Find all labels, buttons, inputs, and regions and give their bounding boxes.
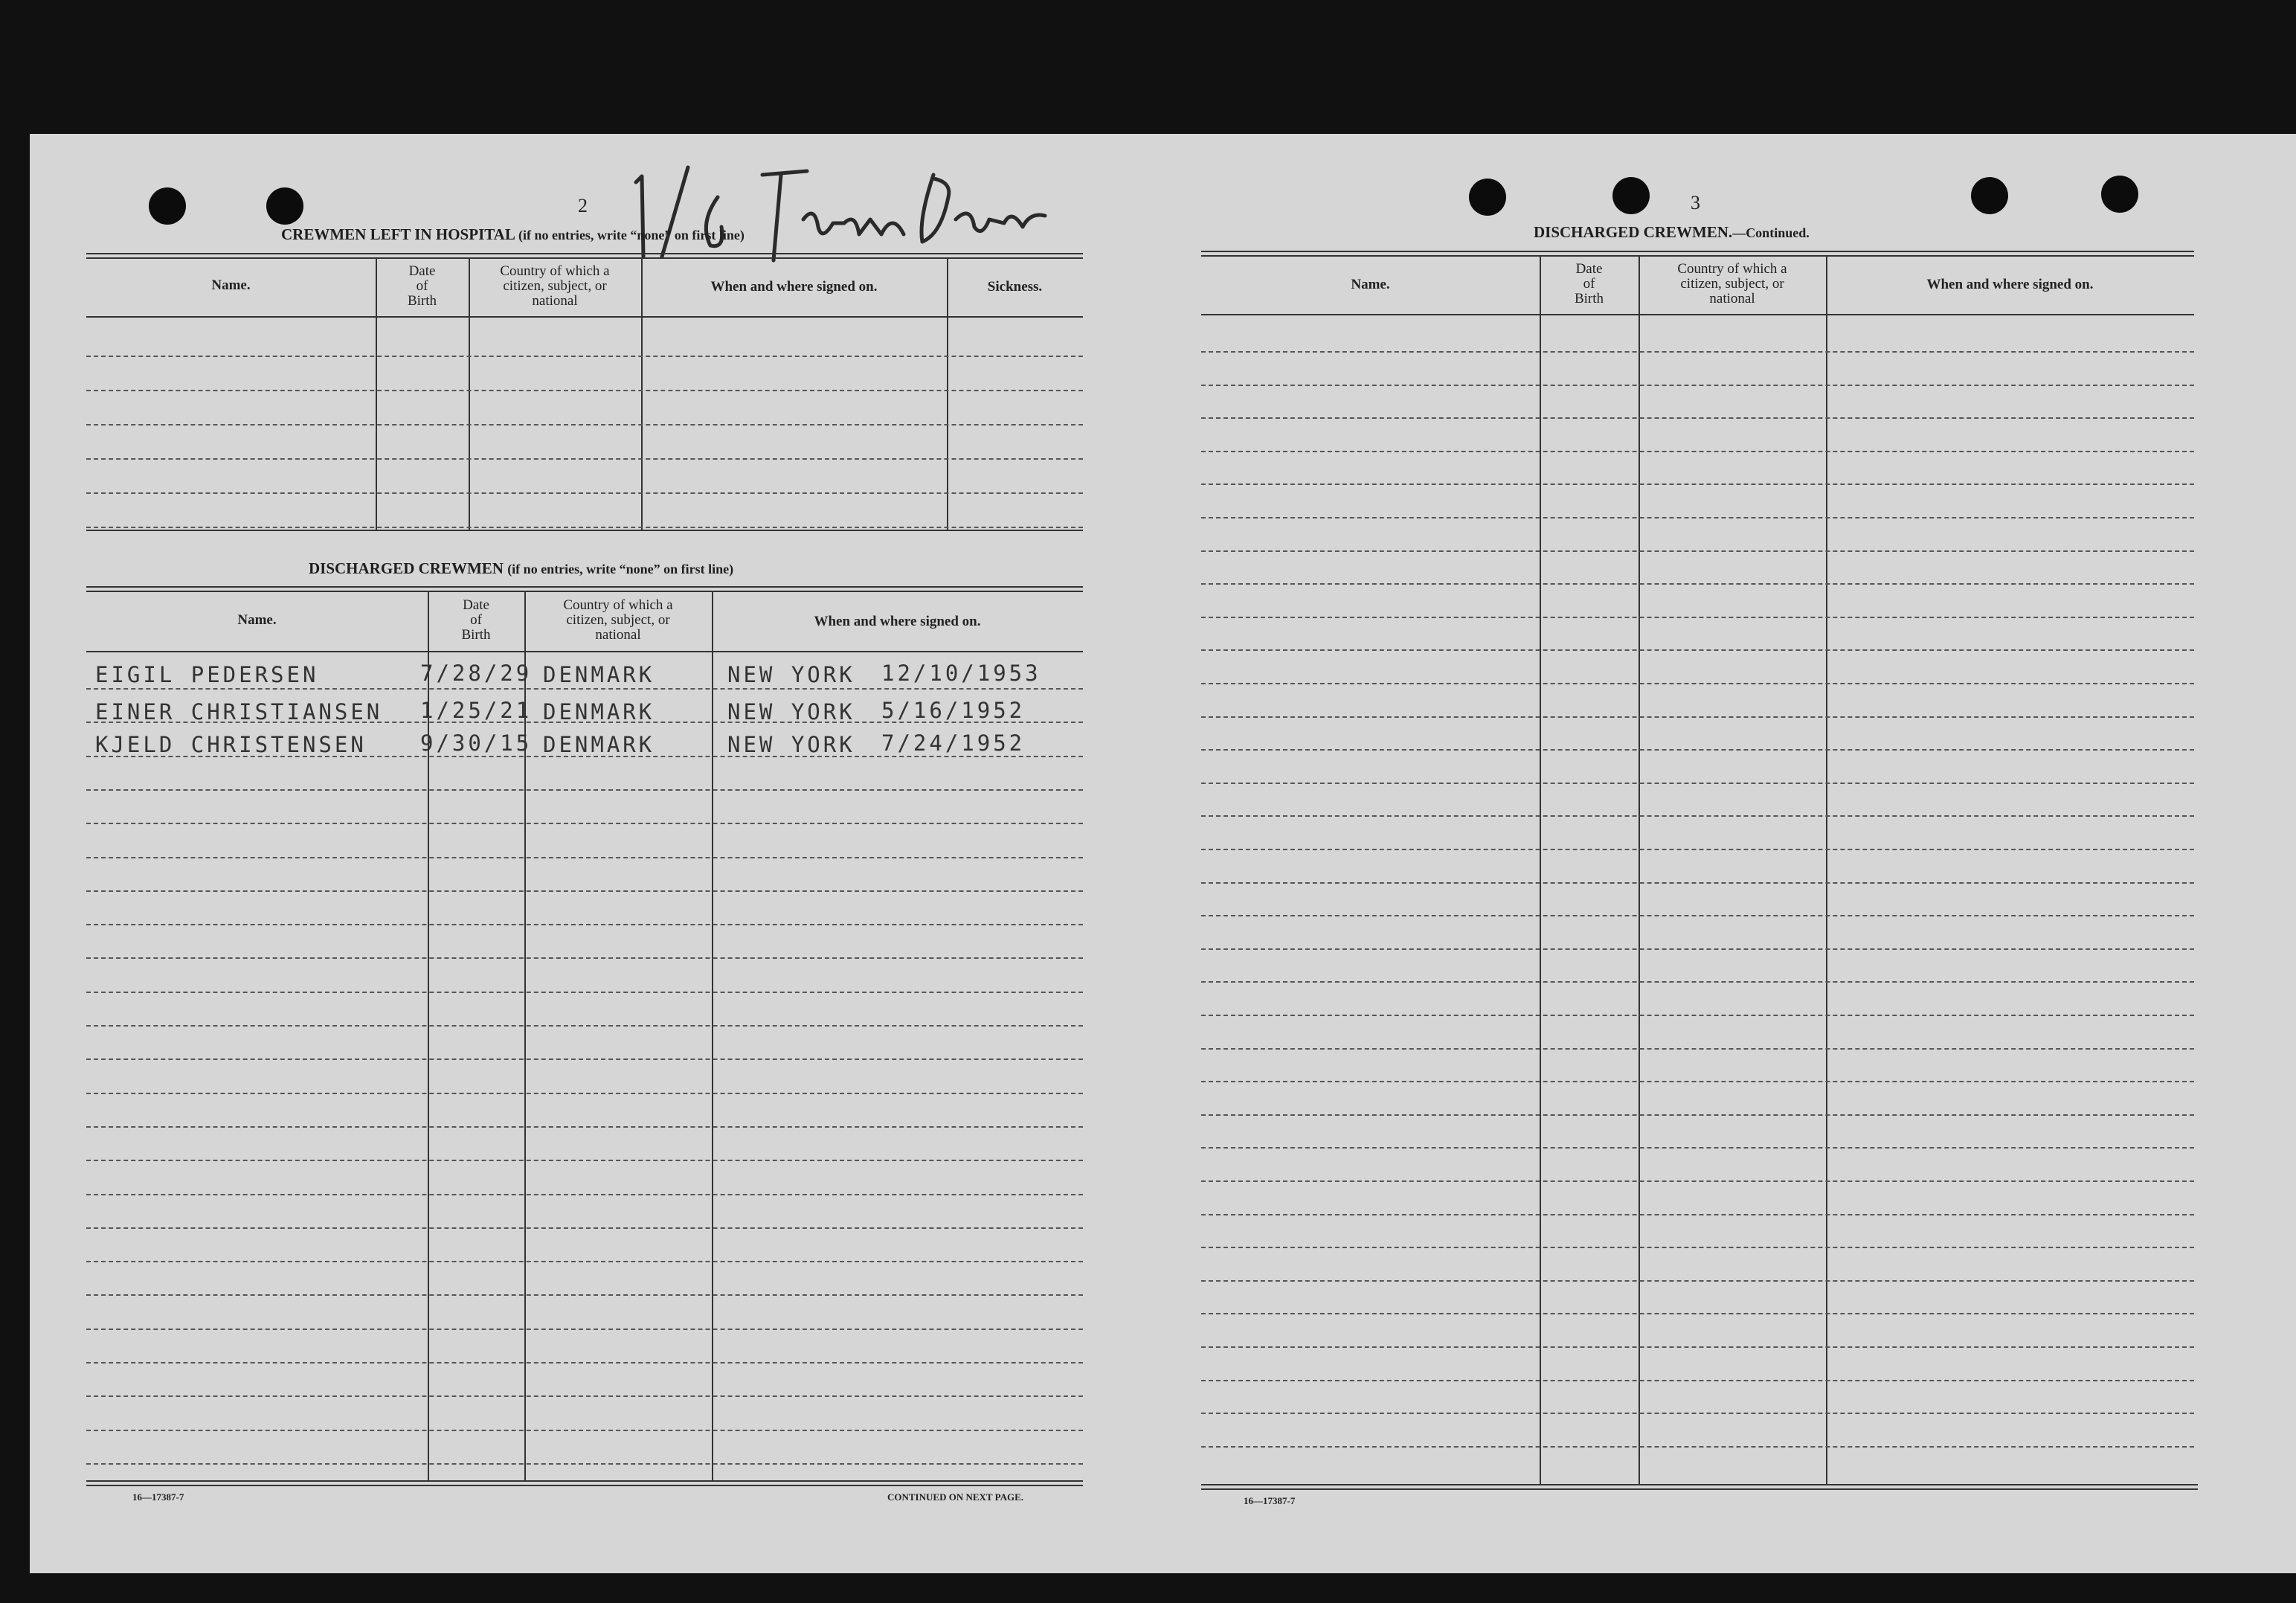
- hospital-header-rule: [86, 316, 1083, 318]
- header-sickness: Sickness.: [987, 279, 1043, 295]
- ruled-line: [86, 1294, 1083, 1296]
- hospital-table-bottom-rule: [86, 530, 1083, 531]
- punch-hole: [1612, 177, 1650, 214]
- page-number: 3: [1691, 192, 1700, 213]
- ruled-line: [1201, 783, 2194, 784]
- ruled-line: [86, 924, 1083, 925]
- ruled-line: [86, 1126, 1083, 1128]
- ruled-line: [1201, 583, 2194, 585]
- column-divider: [712, 591, 713, 1480]
- ruled-line: [1201, 683, 2194, 684]
- ruled-line: [1201, 1313, 2194, 1314]
- ruled-line: [86, 1160, 1083, 1161]
- punch-hole: [1971, 177, 2008, 214]
- ruled-line: [1201, 882, 2194, 884]
- ruled-line: [1201, 1247, 2194, 1248]
- ruled-line: [1201, 550, 2194, 552]
- punch-hole: [266, 187, 303, 225]
- punch-hole: [149, 187, 186, 225]
- ruled-line: [86, 1430, 1083, 1431]
- crew-signed-place: NEW YORK: [727, 732, 855, 757]
- discharged-continued-title: DISCHARGED CREWMEN.—Continued.: [1534, 223, 1810, 241]
- ruled-line: [86, 390, 1083, 391]
- ruled-line: [1201, 385, 2194, 386]
- ruled-line: [1201, 649, 2194, 651]
- ruled-line: [86, 1227, 1083, 1229]
- header-country: Country of which a citizen, subject, or national: [563, 597, 673, 643]
- ruled-line: [1201, 1214, 2194, 1215]
- crew-name: EIGIL PEDERSEN: [95, 662, 319, 687]
- form-number: 16—17387-7: [1244, 1495, 1296, 1506]
- ruled-line: [1201, 716, 2194, 718]
- column-divider: [428, 591, 429, 1480]
- crew-signed-date: 7/24/1952: [881, 730, 1026, 756]
- ruled-line: [86, 1261, 1083, 1262]
- header-name: Name.: [211, 277, 251, 293]
- ruled-line: [1201, 417, 2194, 419]
- ruled-line: [86, 890, 1083, 892]
- header-signed-on: When and where signed on.: [710, 279, 878, 295]
- ruled-line: [1201, 451, 2194, 452]
- ruled-line: [86, 458, 1083, 460]
- hospital-table-top-rule: [86, 253, 1083, 259]
- header-country: Country of which a citizen, subject, or national: [500, 263, 610, 309]
- ruled-line: [86, 957, 1083, 959]
- ruled-line: [1201, 749, 2194, 751]
- ruled-line: [1201, 1114, 2194, 1116]
- ruled-line: [86, 1463, 1083, 1465]
- manifest-document: [30, 134, 2296, 1573]
- ruled-line: [86, 527, 1083, 528]
- discharged-table-top-rule: [86, 586, 1083, 592]
- crew-signed-date: 5/16/1952: [881, 698, 1026, 723]
- crew-country: DENMARK: [543, 699, 655, 725]
- header-date-of-birth: Date of Birth: [461, 597, 491, 643]
- handwritten-annotation: [621, 152, 1052, 264]
- ruled-line: [86, 1395, 1083, 1397]
- header-date-of-birth: Date of Birth: [1574, 261, 1604, 306]
- punch-hole: [2101, 176, 2138, 213]
- ruled-line: [86, 1093, 1083, 1094]
- ruled-line: [86, 992, 1083, 993]
- ruled-line: [86, 1194, 1083, 1195]
- discharged-section-title: DISCHARGED CREWMEN (if no entries, write “none” on first line): [309, 559, 734, 577]
- crew-signed-date: 12/10/1953: [881, 661, 1041, 686]
- column-divider: [1540, 255, 1541, 1484]
- ruled-line: [1201, 1015, 2194, 1016]
- ruled-line: [86, 424, 1083, 425]
- crew-dob: 9/30/15: [420, 730, 533, 756]
- header-date-of-birth: Date of Birth: [407, 263, 437, 309]
- ruled-line: [1201, 517, 2194, 518]
- ruled-line: [1201, 484, 2194, 485]
- ruled-line: [86, 789, 1083, 791]
- crew-country: DENMARK: [543, 732, 655, 757]
- ruled-line: [1201, 351, 2194, 353]
- continued-note: CONTINUED ON NEXT PAGE.: [887, 1491, 1023, 1503]
- header-name: Name.: [237, 612, 277, 628]
- ruled-line: [1201, 1147, 2194, 1149]
- ruled-line: [1201, 815, 2194, 817]
- column-divider: [1826, 255, 1827, 1484]
- ruled-line: [1201, 617, 2194, 618]
- ruled-line: [1201, 849, 2194, 850]
- crew-signed-place: NEW YORK: [727, 662, 855, 687]
- ruled-line: [1201, 1180, 2194, 1182]
- ruled-line: [1201, 1346, 2194, 1348]
- ruled-line: [86, 1059, 1083, 1060]
- column-divider: [524, 591, 526, 1480]
- hospital-section-title: CREWMEN LEFT IN HOSPITAL (if no entries, write “none” on first line): [281, 225, 745, 243]
- ruled-line: [1201, 1446, 2194, 1448]
- ruled-line: [86, 356, 1083, 357]
- header-signed-on: When and where signed on.: [814, 614, 981, 629]
- ruled-line: [1201, 1413, 2194, 1414]
- ruled-line: [1201, 981, 2194, 983]
- discharged-table-bottom-rule: [86, 1480, 1083, 1486]
- crew-dob: 7/28/29: [420, 661, 533, 686]
- ruled-line: [86, 1025, 1083, 1027]
- column-divider: [947, 257, 948, 530]
- crew-dob: 1/25/21: [420, 698, 533, 723]
- discharged-header-rule: [86, 651, 1083, 652]
- crew-name: KJELD CHRISTENSEN: [95, 732, 367, 757]
- right-table-bottom-rule: [1201, 1484, 2198, 1490]
- column-divider: [1639, 255, 1640, 1484]
- ruled-line: [86, 857, 1083, 858]
- crew-country: DENMARK: [543, 662, 655, 687]
- punch-hole: [1469, 179, 1506, 216]
- right-table-top-rule: [1201, 251, 2194, 257]
- crew-signed-place: NEW YORK: [727, 699, 855, 725]
- ruled-line: [86, 1329, 1083, 1330]
- column-divider: [641, 257, 643, 530]
- ruled-line: [86, 492, 1083, 494]
- header-signed-on: When and where signed on.: [1926, 277, 2094, 292]
- form-number: 16—17387-7: [132, 1491, 184, 1503]
- crew-name: EINER CHRISTIANSEN: [95, 699, 383, 725]
- ruled-line: [1201, 1048, 2194, 1050]
- ruled-line: [86, 1362, 1083, 1363]
- ruled-line: [1201, 1280, 2194, 1282]
- ruled-line: [1201, 915, 2194, 916]
- ruled-line: [1201, 1380, 2194, 1381]
- right-header-rule: [1201, 314, 2194, 315]
- page-number: 2: [578, 195, 588, 216]
- header-country: Country of which a citizen, subject, or national: [1677, 261, 1787, 306]
- ruled-line: [86, 688, 1083, 690]
- ruled-line: [86, 823, 1083, 824]
- ruled-line: [1201, 948, 2194, 950]
- ruled-line: [1201, 1081, 2194, 1082]
- header-name: Name.: [1351, 277, 1390, 292]
